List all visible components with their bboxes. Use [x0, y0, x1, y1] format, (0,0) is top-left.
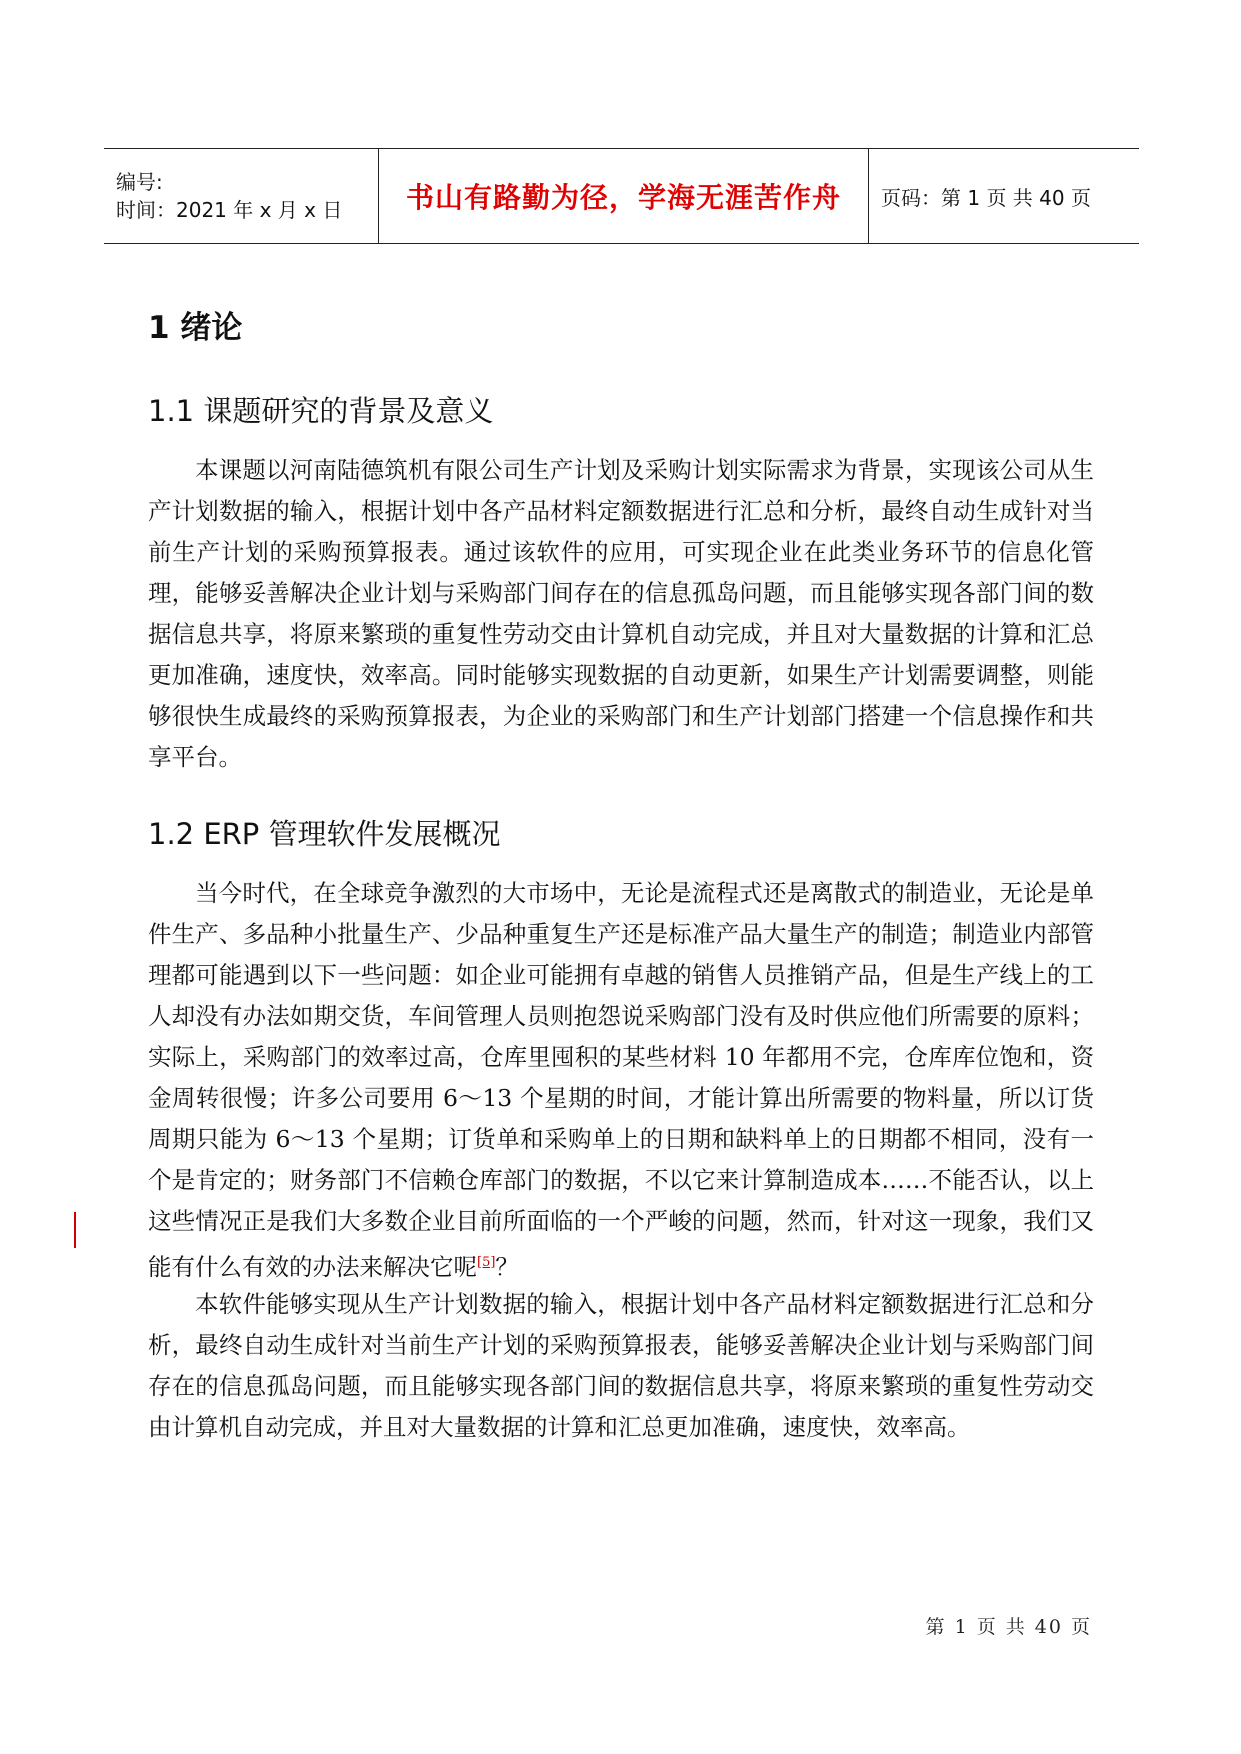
section-1-2-paragraph-2: 本软件能够实现从生产计划数据的输入，根据计划中各产品材料定额数据进行汇总和分析，最终自动生成针对当前生产计划的采购预算报表，能够妥善解决企业计划与采购部门间存在的信息孤岛问题，而且能够实现各部门间的数据信息共享，将原来繁琐的重复性劳动交由计算机自动完成，并且对大量数据的计算和汇总更加准确，速度快，效率高。: [148, 1290, 1094, 1441]
number-label: 编号:: [116, 170, 163, 194]
motto-text: 书山有路勤为径，学海无涯苦作舟: [405, 181, 841, 214]
section-1-2-paragraph-1: [148, 873, 1094, 1288]
header-motto-cell: [379, 149, 869, 243]
section-1-1-paragraph: 本课题以河南陆德筑机有限公司生产计划及采购计划实际需求为背景，实现该公司从生产计划数据的输入，根据计划中各产品材料定额数据进行汇总和分析，最终自动生成针对当前生产计划的采购预算报表。通过该软件的应用，可实现企业在此类业务环节的信息化管理，能够妥善解决企业计划与采购部门间存在的信息孤岛问题，而且能够实现各部门间的数据信息共享，将原来繁琐的重复性劳动交由计算机自动完成，并且对大量数据的计算和汇总更加准确，速度快，效率高。同时能够实现数据的自动更新，如果生产计划需要调整，则能够很快生成最终的采购预算报表，为企业的采购部门和生产计划部门搭建一个信息操作和共享平台。: [148, 456, 1094, 771]
header-page-cell: [869, 149, 1139, 243]
time-label: 时间：2021 年 x 月 x 日: [116, 198, 343, 222]
chapter-title: 1 绪论: [148, 310, 243, 346]
section-title-1-1: 1.1 课题研究的背景及意义: [148, 394, 494, 428]
page-label: 页码：第 1 页 共 40 页: [881, 185, 1091, 210]
header-left-cell: [104, 149, 379, 243]
document-header-table: [104, 148, 1139, 244]
revision-bar: [74, 1212, 76, 1248]
paragraph-text: 当今时代，在全球竞争激烈的大市场中，无论是流程式还是离散式的制造业，无论是单件生产、多品种小批量生产、少品种重复生产还是标准产品大量生产的制造；制造业内部管理都可能遇到以下一些问题：如企业可能拥有卓越的销售人员推销产品，但是生产线上的工人却没有办法如期交货，车间管理人员则抱怨说采购部门没有及时供应他们所需要的原料；实际上，采购部门的效率过高，仓库里囤积的某些材料 10 年都用不完，仓库库位饱和，资金周转很慢；许多公司要用 6～13 个星期的时间，才能计算出所需要的物料量，所以订货周期只能为 6～13 个星期；订货单和采购单上的日期和缺料单上的日期都不相同，没有一个是肯定的；财务部门不信赖仓库部门的数据，不以它来计算制造成本……不能否认，以上这些情况正是我们大多数企业目前所面临的一个严峻的问题，然而，针对这一现象，我们又能有什么有效的办法来解决它呢: [148, 879, 1094, 1281]
paragraph-end: ？: [495, 1252, 519, 1281]
citation-link[interactable]: [5]: [477, 1255, 496, 1270]
section-title-1-2: 1.2 ERP 管理软件发展概况: [148, 817, 501, 851]
page-footer: 第 1 页 共 40 页: [925, 1616, 1092, 1638]
